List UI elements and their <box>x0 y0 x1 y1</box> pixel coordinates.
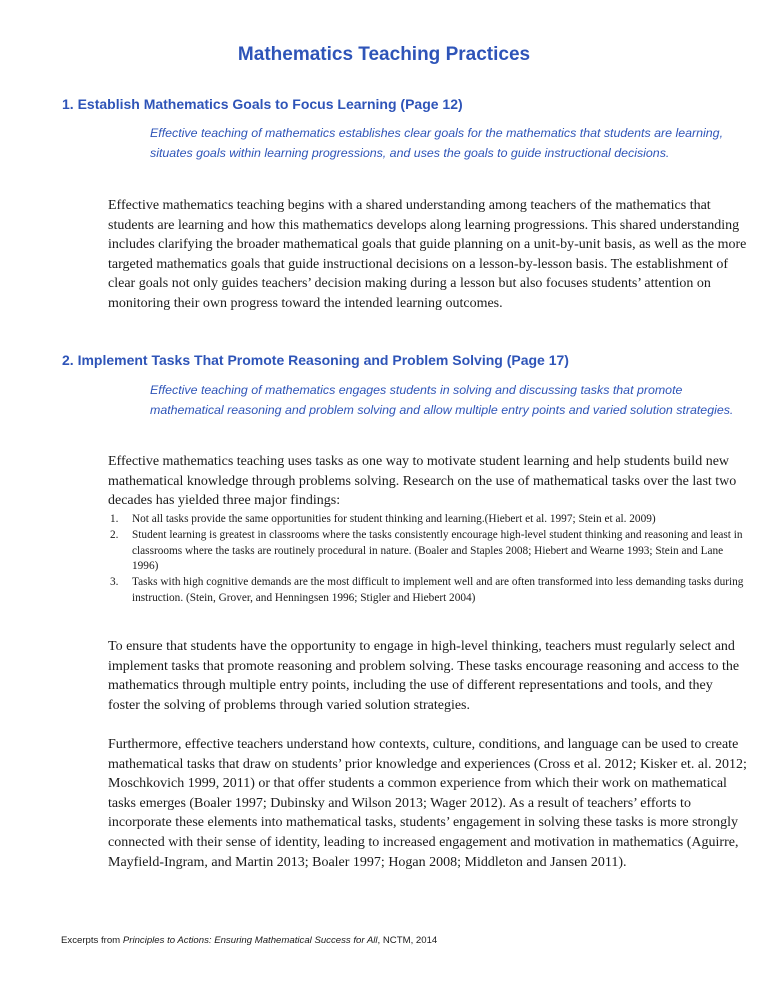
section-2-paragraph-2: To ensure that students have the opportunity to engage in high-level thinking, teachers must regularly select and implement tasks that promote reasoning and problem solving. These tasks encourage reasoning and access to the mathematics through multiple entry points, including the use of different representations and tools, and they foster the solving of problems through varied solution strategies. <box>108 639 740 713</box>
section-2-quote: Effective teaching of mathematics engages students in solving and discussing tasks that promote mathematical reasoning and problem solving and allow multiple entry points and varied solution strategies. <box>150 383 734 417</box>
section-1-heading: 1. Establish Mathematics Goals to Focus Learning (Page 12) <box>62 96 463 112</box>
finding-text: Tasks with high cognitive demands are the most difficult to implement well and are often transformed into less demanding tasks during instruction. (Stein, Grover, and Henningsen 1996; Stigler and Hiebert 2004) <box>132 576 744 604</box>
finding-text: Not all tasks provide the same opportunities for student thinking and learning.(Hiebert et al. 1997; Stein et al. 2009) <box>132 513 656 525</box>
section-1-quote: Effective teaching of mathematics establishes clear goals for the mathematics that students are learning, situates goals within learning progressions, and uses the goals to guide instructional decisions. <box>150 126 724 160</box>
finding-item <box>110 512 748 528</box>
finding-number: 1. <box>110 513 119 525</box>
section-2-paragraph-3: Furthermore, effective teachers understand how contexts, culture, conditions, and language can be used to create mathematical tasks that draw on students’ prior knowledge and experiences (Cross et al. 2012; Kisker et. al. 2012; Moschkovich 1999, 2011) or that offer students a common experience from which their work on mathematical tasks emerges (Boaler 1997; Dubinsky and Wilson 2013; Wager 2012). As a result of teachers’ efforts to incorporate these elements into mathematical tasks, students’ engagement in solving these tasks is more strongly connected with their sense of identity, leading to increased engagement and motivation in mathematics (Aguirre, Mayfield-Ingram, and Martin 2013; Boaler 1997; Hogan 2008; Middleton and Jansen 2011). <box>108 737 747 870</box>
finding-item <box>110 528 748 575</box>
section-1-paragraph: Effective mathematics teaching begins with a shared understanding among teachers of the mathematics that students are learning and how this mathematics develops along learning progressions. This shared understanding includes clarifying the broader mathematical goals that guide planning on a unit-by-unit basis, as well as the more targeted mathematics goals that guide instructional decisions on a lesson-by-lesson basis. The establishment of clear goals not only guides teachers’ decision making during a lesson but also focuses students’ attention on monitoring their own progress toward the intended learning outcomes. <box>108 198 747 311</box>
footer-suffix: , NCTM, 2014 <box>377 935 438 946</box>
finding-item <box>110 575 748 607</box>
findings-list <box>110 512 748 607</box>
finding-number: 2. <box>110 528 119 541</box>
footer-book-title: Principles to Actions: Ensuring Mathematical Success for All <box>122 935 378 946</box>
page-footer <box>61 935 437 946</box>
footer-prefix: Excerpts from <box>61 935 123 946</box>
section-2-heading: 2. Implement Tasks That Promote Reasoning and Problem Solving (Page 17) <box>62 352 569 368</box>
finding-number: 3. <box>110 576 119 589</box>
finding-text: Student learning is greatest in classrooms where the tasks consistently encourage high-level student thinking and reasoning and least in classrooms where the tasks are routinely procedural in nature. (Boaler and Staples 2008; Hiebert and Wearne 1993; Stein and Lane 1996) <box>132 528 743 573</box>
section-2-intro-paragraph: Effective mathematics teaching uses tasks as one way to motivate student learning and help students build new mathematical knowledge through problems solving. Research on the use of mathematical tasks over the last two decades has yielded three major findings: <box>108 454 737 509</box>
page-title: Mathematics Teaching Practices <box>237 44 531 65</box>
